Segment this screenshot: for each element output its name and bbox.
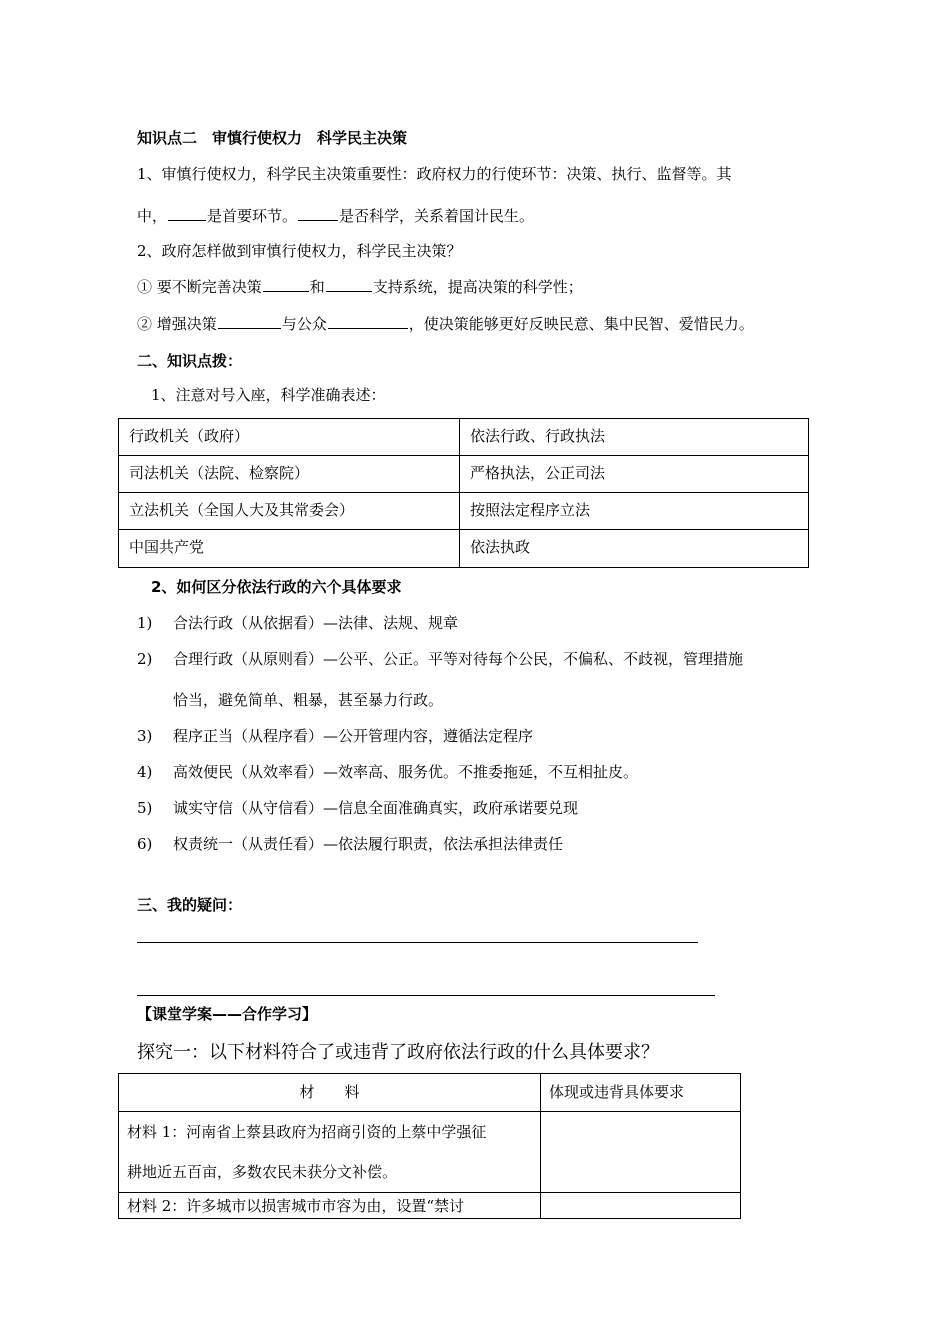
fill-blank[interactable] [328, 314, 408, 329]
explore-question: 探究一：以下材料符合了或违背了政府依法行政的什么具体要求？ [137, 1042, 659, 1063]
section-title: 知识点二 审慎行使权力 科学民主决策 [137, 129, 408, 147]
list-text: 高效便民（从效率看）—效率高、服务优。不推委拖延，不互相扯皮。 [173, 763, 639, 781]
paragraph-point-1 [137, 276, 583, 297]
table-cell [119, 1112, 541, 1193]
text-segment: 支持系统，提高决策的科学性； [372, 278, 583, 296]
list-number: 5) [137, 799, 153, 817]
text-segment: ，使决策能够更好反映民意、集中民智、爱惜民力。 [408, 315, 754, 333]
text-segment: 是否科学，关系着国计民生。 [339, 207, 535, 225]
material-text: 材料 1：河南省上蔡县政府为招商引资的上蔡中学强征 [127, 1123, 487, 1141]
answer-line[interactable] [137, 942, 698, 943]
table-cell [119, 1193, 541, 1219]
table-header-cell: 体现或违背具体要求 [541, 1074, 741, 1112]
answer-line[interactable] [137, 995, 715, 996]
table-cell: 行政机关（政府） [119, 419, 460, 456]
list-item [137, 797, 578, 818]
guide-sub2: 2、如何区分依法行政的六个具体要求 [151, 578, 402, 596]
guide-title: 二、知识点拨： [137, 352, 243, 370]
fill-blank[interactable] [298, 206, 338, 221]
table-cell: 立法机关（全国人大及其常委会） [119, 493, 460, 530]
list-text: 程序正当（从程序看）—公开管理内容，遵循法定程序 [173, 727, 534, 745]
list-item [137, 648, 743, 669]
text-segment: 和 [309, 278, 325, 296]
list-number: 3) [137, 727, 153, 745]
list-item [137, 761, 638, 782]
fill-blank[interactable] [263, 277, 309, 292]
fill-blank[interactable] [326, 277, 372, 292]
table-cell: 严格执法，公正司法 [460, 456, 809, 493]
table-cell: 依法执政 [460, 530, 809, 568]
table-row [119, 1074, 741, 1112]
table-cell: 中国共产党 [119, 530, 460, 568]
classroom-title: 【课堂学案——合作学习】 [137, 1005, 318, 1023]
table-cell: 司法机关（法院、检察院） [119, 456, 460, 493]
table-row [119, 493, 809, 530]
table-cell: 依法行政、行政执法 [460, 419, 809, 456]
list-item [137, 612, 458, 633]
list-item [137, 725, 533, 746]
organ-table [118, 418, 809, 568]
list-item [137, 833, 563, 854]
table-row [119, 456, 809, 493]
paragraph-importance-line2 [137, 205, 534, 226]
text-segment: ① 要不断完善决策 [137, 278, 262, 296]
table-cell: 按照法定程序立法 [460, 493, 809, 530]
material-text: 材料 2：许多城市以损害城市市容为由，设置“禁讨 [127, 1197, 464, 1215]
answer-cell[interactable] [541, 1112, 741, 1193]
table-header-cell: 材 料 [119, 1074, 541, 1112]
table-row [119, 1193, 741, 1219]
questions-title: 三、我的疑问： [137, 896, 243, 914]
text-segment: ② 增强决策 [137, 315, 217, 333]
list-number: 2) [137, 650, 153, 668]
list-number: 4) [137, 763, 153, 781]
paragraph-how: 2、政府怎样做到审慎行使权力，科学民主决策？ [137, 242, 462, 260]
table-row [119, 1112, 741, 1193]
material-table [118, 1073, 741, 1219]
list-number: 1) [137, 614, 153, 632]
list-item-continuation: 恰当，避免简单、粗暴，甚至暴力行政。 [173, 691, 444, 709]
paragraph-importance-line1: 1、审慎行使权力，科学民主决策重要性：政府权力的行使环节：决策、执行、监督等。其 [137, 165, 732, 183]
answer-cell[interactable] [541, 1193, 741, 1219]
fill-blank[interactable] [218, 314, 281, 329]
guide-sub1: 1、注意对号入座，科学准确表述： [151, 386, 386, 404]
list-text: 合法行政（从依据看）—法律、法规、规章 [173, 614, 459, 632]
table-row [119, 419, 809, 456]
fill-blank[interactable] [168, 206, 206, 221]
text-segment: 与公众 [281, 315, 327, 333]
list-text: 合理行政（从原则看）—公平、公正。平等对待每个公民，不偏私、不歧视，管理措施 [173, 650, 744, 668]
material-text: 耕地近五百亩，多数农民未获分文补偿。 [127, 1163, 398, 1181]
list-text: 权责统一（从责任看）—依法履行职责，依法承担法律责任 [173, 835, 564, 853]
list-number: 6) [137, 835, 153, 853]
table-row [119, 530, 809, 568]
list-text: 诚实守信（从守信看）—信息全面准确真实，政府承诺要兑现 [173, 799, 579, 817]
text-segment: 中， [137, 207, 168, 225]
text-segment: 是首要环节。 [207, 207, 298, 225]
paragraph-point-2 [137, 313, 754, 334]
